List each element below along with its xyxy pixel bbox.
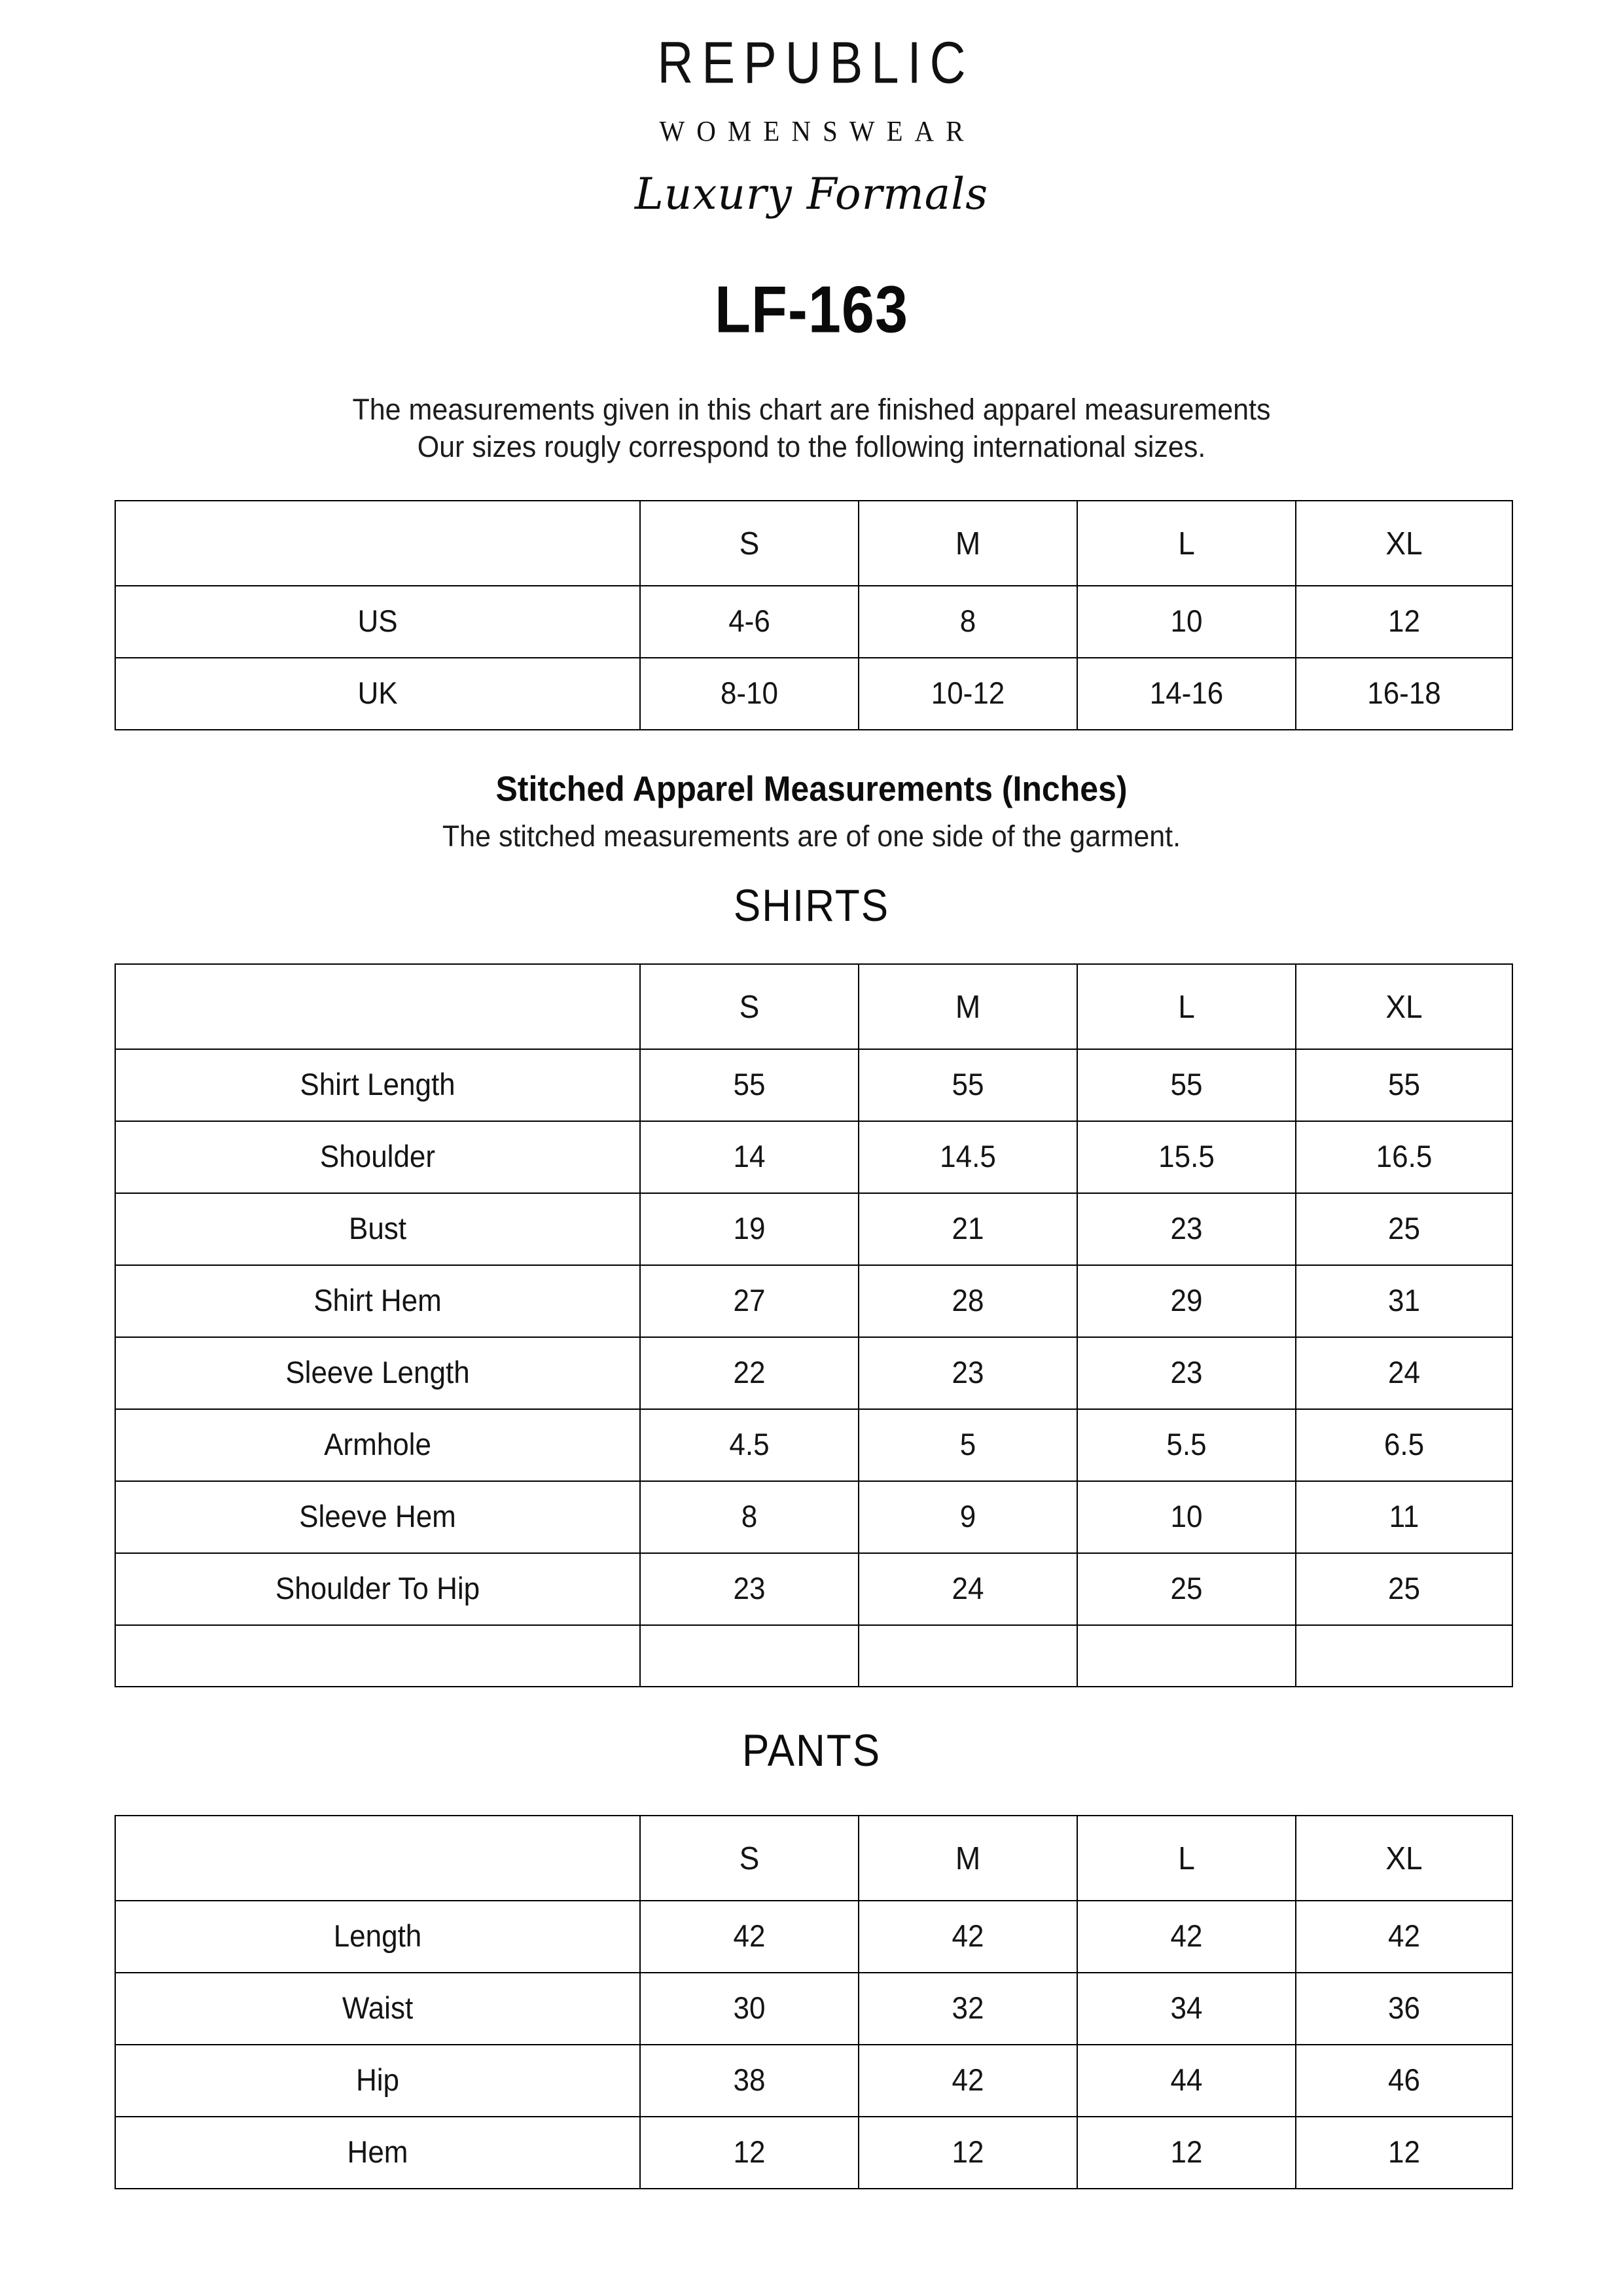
row-label-shirt-length: Shirt Length <box>115 1049 640 1121</box>
cell-shirt-length-s: 55 <box>640 1049 859 1121</box>
cell-uk-m: 10-12 <box>859 658 1077 730</box>
cell-bust-m: 21 <box>859 1193 1077 1265</box>
header-cell-l: L <box>1077 1816 1296 1901</box>
cell-hem-xl: 12 <box>1296 2117 1512 2189</box>
cell-sleeve-length-m: 23 <box>859 1337 1077 1409</box>
row-label-shirt-hem: Shirt Hem <box>115 1265 640 1337</box>
cell-waist-l: 34 <box>1077 1973 1296 2045</box>
cell-shoulder-xl: 16.5 <box>1296 1121 1512 1193</box>
cell-us-xl: 12 <box>1296 586 1512 658</box>
header-cell-m: M <box>859 1816 1077 1901</box>
shirts-section-title: SHIRTS <box>733 881 890 931</box>
header-cell-blank <box>115 1816 640 1901</box>
brand-header <box>0 0 1623 219</box>
shirts-table-wrap <box>115 963 1513 1687</box>
cell-length-xl: 42 <box>1296 1901 1512 1973</box>
cell-shoulder-s: 14 <box>640 1121 859 1193</box>
table-row <box>115 1193 1512 1265</box>
cell-shirt-length-l: 55 <box>1077 1049 1296 1121</box>
row-label-waist: Waist <box>115 1973 640 2045</box>
table-header-row <box>115 964 1512 1049</box>
cell-sleeve-hem-s: 8 <box>640 1481 859 1553</box>
row-label-empty <box>115 1625 640 1687</box>
cell-shoulder-l: 15.5 <box>1077 1121 1296 1193</box>
cell-shirt-hem-m: 28 <box>859 1265 1077 1337</box>
cell-sleeve-hem-m: 9 <box>859 1481 1077 1553</box>
cell-hip-m: 42 <box>859 2045 1077 2117</box>
brand-subtitle: WOMENSWEAR <box>659 115 976 147</box>
cell-sleeve-length-s: 22 <box>640 1337 859 1409</box>
cell-shirt-hem-l: 29 <box>1077 1265 1296 1337</box>
cell-hip-xl: 46 <box>1296 2045 1512 2117</box>
cell-shoulder-to-hip-m: 24 <box>859 1553 1077 1625</box>
cell-shirt-length-m: 55 <box>859 1049 1077 1121</box>
table-row <box>115 1973 1512 2045</box>
header-cell-xl: XL <box>1296 1816 1512 1901</box>
cell-shirt-length-xl: 55 <box>1296 1049 1512 1121</box>
header-cell-m: M <box>859 964 1077 1049</box>
international-sizes-table-wrap <box>115 500 1513 730</box>
cell-armhole-s: 4.5 <box>640 1409 859 1481</box>
table-header-row <box>115 1816 1512 1901</box>
table-row <box>115 2045 1512 2117</box>
cell-shirt-hem-xl: 31 <box>1296 1265 1512 1337</box>
table-row <box>115 1409 1512 1481</box>
cell-bust-l: 23 <box>1077 1193 1296 1265</box>
pants-table <box>115 1815 1513 2189</box>
cell-empty-xl <box>1296 1625 1512 1687</box>
row-label-uk: UK <box>115 658 640 730</box>
header-cell-l: L <box>1077 501 1296 586</box>
row-label-armhole: Armhole <box>115 1409 640 1481</box>
page-title: LF-163 <box>714 273 909 347</box>
cell-armhole-xl: 6.5 <box>1296 1409 1512 1481</box>
cell-shoulder-to-hip-l: 25 <box>1077 1553 1296 1625</box>
cell-empty-s <box>640 1625 859 1687</box>
row-label-hip: Hip <box>115 2045 640 2117</box>
cell-uk-l: 14-16 <box>1077 658 1296 730</box>
cell-empty-l <box>1077 1625 1296 1687</box>
header-cell-s: S <box>640 1816 859 1901</box>
cell-armhole-l: 5.5 <box>1077 1409 1296 1481</box>
cell-hem-s: 12 <box>640 2117 859 2189</box>
cell-hip-l: 44 <box>1077 2045 1296 2117</box>
table-row <box>115 1049 1512 1121</box>
cell-waist-m: 32 <box>859 1973 1077 2045</box>
cell-uk-xl: 16-18 <box>1296 658 1512 730</box>
table-row <box>115 1337 1512 1409</box>
cell-us-m: 8 <box>859 586 1077 658</box>
cell-hip-s: 38 <box>640 2045 859 2117</box>
cell-length-m: 42 <box>859 1901 1077 1973</box>
stitched-heading: Stitched Apparel Measurements (Inches) <box>495 769 1128 809</box>
row-label-sleeve-length: Sleeve Length <box>115 1337 640 1409</box>
stitched-note: The stitched measurements are of one side of the garment. <box>442 819 1181 853</box>
table-row <box>115 1265 1512 1337</box>
cell-us-l: 10 <box>1077 586 1296 658</box>
header-cell-l: L <box>1077 964 1296 1049</box>
cell-sleeve-hem-l: 10 <box>1077 1481 1296 1553</box>
cell-length-s: 42 <box>640 1901 859 1973</box>
intro-line-1: The measurements given in this chart are finished apparel measurements <box>352 393 1271 427</box>
cell-bust-s: 19 <box>640 1193 859 1265</box>
international-sizes-table <box>115 500 1513 730</box>
cell-bust-xl: 25 <box>1296 1193 1512 1265</box>
cell-shoulder-m: 14.5 <box>859 1121 1077 1193</box>
cell-waist-xl: 36 <box>1296 1973 1512 2045</box>
cell-empty-m <box>859 1625 1077 1687</box>
table-row <box>115 658 1512 730</box>
table-row <box>115 1121 1512 1193</box>
header-cell-blank <box>115 501 640 586</box>
cell-sleeve-length-xl: 24 <box>1296 1337 1512 1409</box>
cell-waist-s: 30 <box>640 1973 859 2045</box>
header-cell-xl: XL <box>1296 964 1512 1049</box>
table-row <box>115 1901 1512 1973</box>
table-row <box>115 586 1512 658</box>
intro-paragraph <box>0 391 1623 466</box>
cell-uk-s: 8-10 <box>640 658 859 730</box>
intro-line-2: Our sizes rougly correspond to the following international sizes. <box>417 430 1206 464</box>
brand-name: REPUBLIC <box>657 30 974 96</box>
cell-shoulder-to-hip-s: 23 <box>640 1553 859 1625</box>
cell-length-l: 42 <box>1077 1901 1296 1973</box>
header-cell-m: M <box>859 501 1077 586</box>
row-label-length: Length <box>115 1901 640 1973</box>
brand-tagline: Luxury Formals <box>634 169 989 219</box>
header-cell-s: S <box>640 501 859 586</box>
cell-hem-l: 12 <box>1077 2117 1296 2189</box>
cell-hem-m: 12 <box>859 2117 1077 2189</box>
header-cell-s: S <box>640 964 859 1049</box>
pants-table-wrap <box>115 1815 1513 2189</box>
cell-us-s: 4-6 <box>640 586 859 658</box>
pants-section-title: PANTS <box>741 1726 882 1776</box>
row-label-sleeve-hem: Sleeve Hem <box>115 1481 640 1553</box>
shirts-table <box>115 963 1513 1687</box>
row-label-us: US <box>115 586 640 658</box>
cell-sleeve-length-l: 23 <box>1077 1337 1296 1409</box>
header-cell-blank <box>115 964 640 1049</box>
cell-armhole-m: 5 <box>859 1409 1077 1481</box>
table-row <box>115 1481 1512 1553</box>
row-label-shoulder: Shoulder <box>115 1121 640 1193</box>
row-label-hem: Hem <box>115 2117 640 2189</box>
table-header-row <box>115 501 1512 586</box>
cell-shirt-hem-s: 27 <box>640 1265 859 1337</box>
cell-shoulder-to-hip-xl: 25 <box>1296 1553 1512 1625</box>
row-label-shoulder-to-hip: Shoulder To Hip <box>115 1553 640 1625</box>
table-row <box>115 2117 1512 2189</box>
header-cell-xl: XL <box>1296 501 1512 586</box>
table-row <box>115 1553 1512 1625</box>
table-row-empty <box>115 1625 1512 1687</box>
row-label-bust: Bust <box>115 1193 640 1265</box>
cell-sleeve-hem-xl: 11 <box>1296 1481 1512 1553</box>
